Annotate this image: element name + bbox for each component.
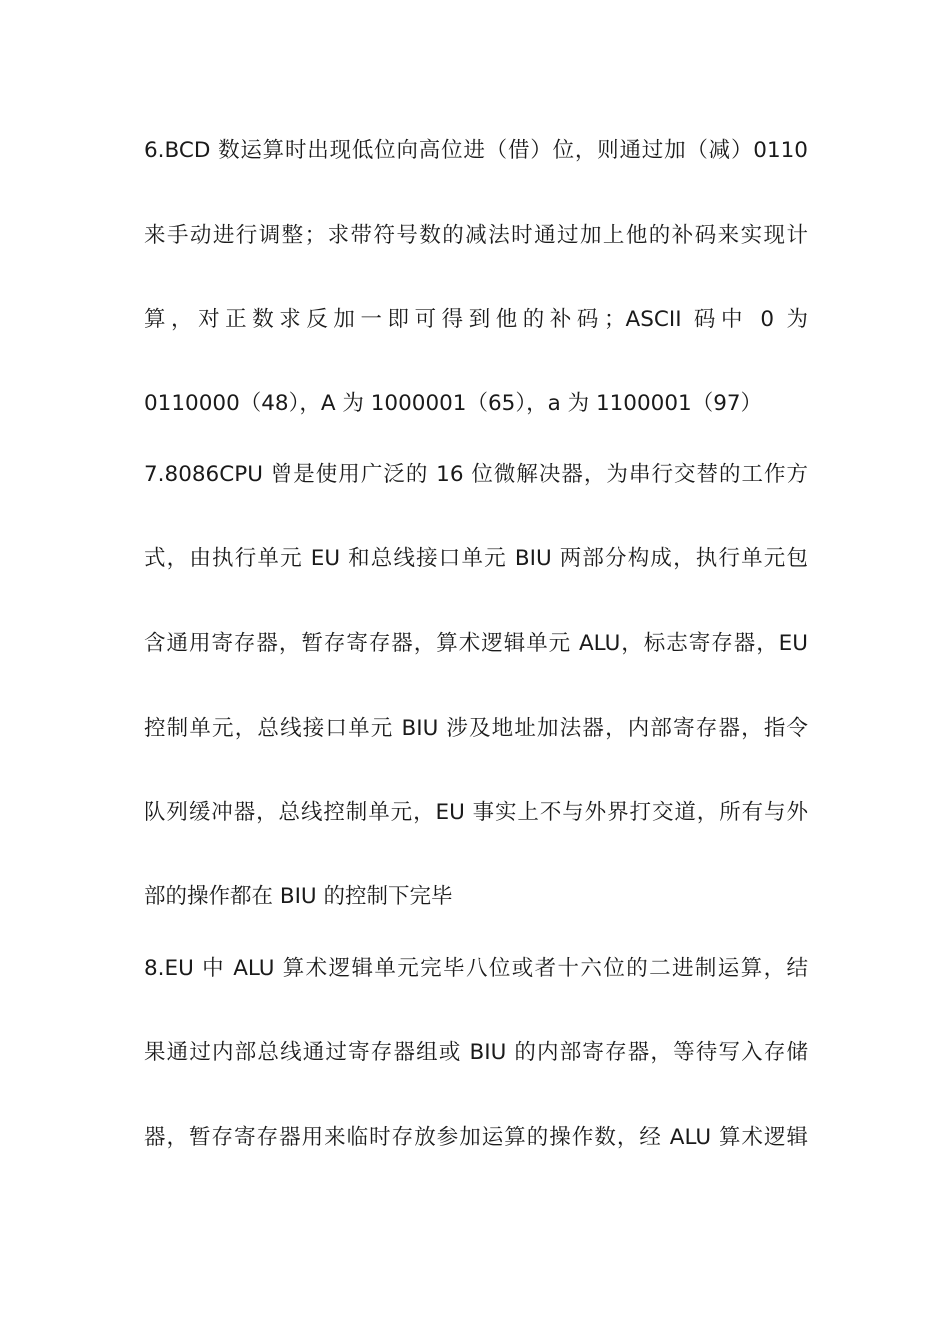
text-line: 8.EU 中 ALU 算术逻辑单元完毕八位或者十六位的二进制运算，结 [144, 956, 808, 981]
text-line: 式，由执行单元 EU 和总线接口单元 BIU 两部分构成，执行单元包 [144, 546, 808, 571]
text-line: 含通用寄存器，暂存寄存器，算术逻辑单元 ALU，标志寄存器，EU [144, 631, 808, 656]
text-line: 算，对正数求反加一即可得到他的补码；ASCII 码中 0 为 [144, 307, 808, 332]
text-line: 队列缓冲器，总线控制单元，EU 事实上不与外界打交道，所有与外 [144, 800, 808, 825]
text-line: 控制单元，总线接口单元 BIU 涉及地址加法器，内部寄存器，指令 [144, 716, 808, 741]
text-line: 6.BCD 数运算时出现低位向高位进（借）位，则通过加（减）0110 [144, 138, 808, 163]
text-line: 0110000（48），A 为 1000001（65），a 为 1100001（97） [144, 391, 763, 416]
text-line: 7.8086CPU 曾是使用广泛的 16 位微解决器，为串行交替的工作方 [144, 462, 808, 487]
text-line: 来手动进行调整；求带符号数的减法时通过加上他的补码来实现计 [144, 223, 808, 248]
text-line: 果通过内部总线通过寄存器组或 BIU 的内部寄存器，等待写入存储 [144, 1040, 808, 1065]
text-line: 器，暂存寄存器用来临时存放参加运算的操作数，经 ALU 算术逻辑 [144, 1125, 808, 1150]
text-line: 部的操作都在 BIU 的控制下完毕 [144, 884, 453, 909]
